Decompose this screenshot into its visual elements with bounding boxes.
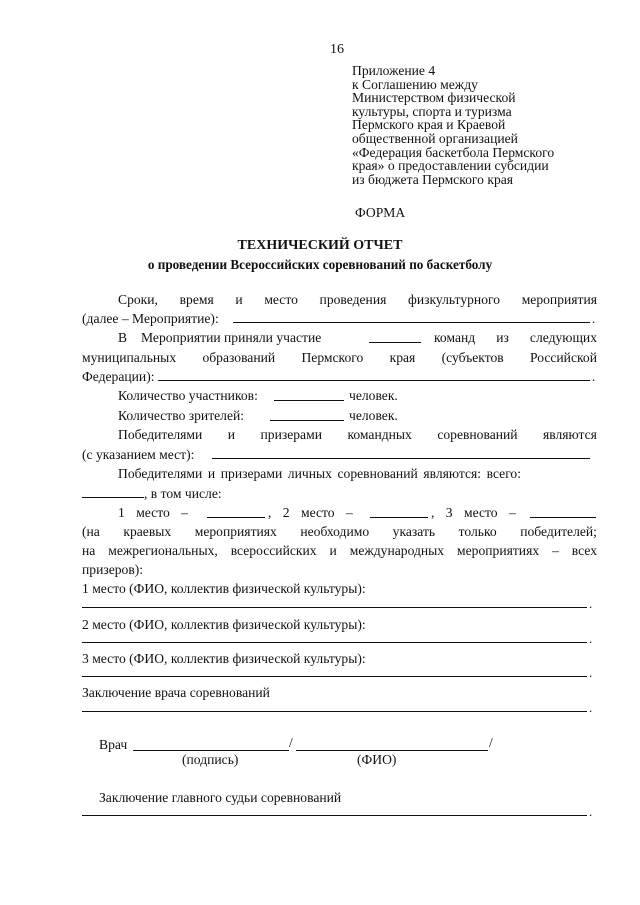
word: Победителями (118, 427, 203, 442)
word: краевых (123, 524, 172, 539)
page-number: 16 (330, 42, 344, 57)
word: из (496, 330, 509, 345)
word: (субъектов (441, 350, 504, 365)
appendix-line: общественной организацией (352, 130, 518, 146)
regions-field[interactable] (158, 368, 590, 381)
team-winners-line2-label: (с указанием мест): (82, 447, 195, 462)
place1-text: 1 место – (118, 505, 188, 520)
p2-line2 (82, 350, 597, 366)
word: мероприятия (521, 292, 597, 307)
persons-label: человек. (349, 408, 398, 423)
word: всех (571, 543, 597, 558)
word: необходимо (300, 524, 370, 539)
appendix-line: из бюджета Пермского края (352, 171, 514, 187)
word: края (389, 350, 416, 365)
team-winners-field[interactable] (212, 446, 590, 459)
word: (на (82, 524, 100, 539)
period: . (592, 369, 596, 384)
p2-end (434, 330, 597, 346)
spectators-label: Количество зрителей: (118, 408, 245, 423)
word: Сроки, (118, 292, 158, 307)
word: время (179, 292, 214, 307)
p1-line2-label: (далее – Мероприятие): (82, 311, 219, 326)
word: мероприятиях (194, 524, 277, 539)
fio-caption: (ФИО) (357, 752, 397, 767)
word: проведения (319, 292, 387, 307)
document-title: ТЕХНИЧЕСКИЙ ОТЧЕТ (237, 238, 403, 253)
word: Российской (529, 350, 597, 365)
word: – (552, 543, 559, 558)
word: призерами (260, 427, 322, 442)
word: только (458, 524, 497, 539)
appendix-block (352, 64, 554, 186)
period: . (589, 631, 593, 646)
place3-label: 3 место (ФИО, коллектив физической культуры): (82, 651, 366, 666)
slash: / (289, 735, 293, 750)
p2-line3-label: Федерации): (82, 369, 155, 384)
word: и (235, 292, 243, 307)
place2-count-field[interactable] (370, 505, 428, 518)
appendix-line: культуры, спорта и туризма (352, 103, 512, 119)
word: межрегиональных, (108, 543, 218, 558)
place3-count-field[interactable] (530, 505, 596, 518)
note-line1 (82, 524, 597, 540)
place2-label: 2 место (ФИО, коллектив физической культуры): (82, 617, 366, 632)
appendix-line: «Федерация баскетбола Пермского (352, 144, 555, 160)
period: . (589, 596, 593, 611)
period: . (589, 700, 593, 715)
word: мероприятиях (457, 543, 540, 558)
place3-field[interactable] (82, 676, 587, 677)
word: муниципальных (82, 350, 177, 365)
place3-text: , 3 место – (431, 505, 516, 520)
teams-count-field[interactable] (369, 330, 421, 343)
word: международных (349, 543, 445, 558)
word: командных (347, 427, 412, 442)
doctor-conclusion-label: Заключение врача соревнований (82, 685, 270, 700)
spectators-field[interactable] (270, 408, 344, 421)
doctor-label: Врач (99, 737, 128, 752)
judge-conclusion-label: Заключение главного судьи соревнований (99, 790, 342, 805)
word: Пермского (301, 350, 364, 365)
p2-mid: Мероприятии приняли участие (141, 330, 322, 345)
personal-winners-label: Победителями и призерами личных соревнований являются: всего: (118, 466, 522, 481)
period: . (589, 665, 593, 680)
slash: / (489, 735, 493, 750)
word: победителей; (520, 524, 597, 539)
place1-label: 1 место (ФИО, коллектив физической культуры): (82, 581, 366, 596)
doctor-fio-field[interactable] (296, 738, 488, 751)
participants-label: Количество участников: (118, 388, 258, 403)
word: и (329, 543, 337, 558)
p2-start: В (118, 330, 128, 345)
signature-caption: (подпись) (182, 752, 239, 767)
appendix-line: Министерством физической (352, 90, 516, 106)
word: образований (202, 350, 276, 365)
appendix-line: Пермского края и Краевой (352, 117, 506, 133)
place1-count-field[interactable] (207, 505, 265, 518)
team-winners-line1 (118, 427, 597, 443)
period: . (592, 311, 596, 326)
word: место (264, 292, 298, 307)
personal-winners-line2: , в том числе: (144, 486, 222, 501)
appendix-line: Приложение 4 (352, 63, 436, 78)
period: . (589, 804, 593, 819)
participants-field[interactable] (274, 388, 344, 401)
place2-text: , 2 место – (268, 505, 353, 520)
p1-line1 (118, 292, 597, 308)
word: следующих (529, 330, 597, 345)
appendix-line: к Соглашению между (352, 76, 478, 92)
place2-field[interactable] (82, 642, 587, 643)
word: соревнований (437, 427, 518, 442)
word: всероссийских (230, 543, 317, 558)
word: и (227, 427, 236, 442)
word: команд (434, 330, 476, 345)
doctor-signature-field[interactable] (133, 738, 289, 751)
personal-total-field[interactable] (82, 485, 144, 498)
appendix-line: края» о предоставлении субсидии (352, 158, 549, 174)
word: физкультурного (408, 292, 501, 307)
word: указать (392, 524, 436, 539)
note-line2 (82, 543, 597, 559)
place1-field[interactable] (82, 607, 587, 608)
word: являются (543, 427, 597, 442)
persons-label: человек. (349, 388, 398, 403)
judge-conclusion-field[interactable] (82, 815, 587, 816)
doctor-conclusion-field[interactable] (82, 711, 587, 712)
form-label: ФОРМА (355, 205, 406, 220)
event-field[interactable] (233, 310, 590, 323)
word: на (82, 543, 96, 558)
document-subtitle: о проведении Всероссийских соревнований по баскетболу (147, 257, 493, 272)
note-line3: призеров): (82, 562, 144, 577)
